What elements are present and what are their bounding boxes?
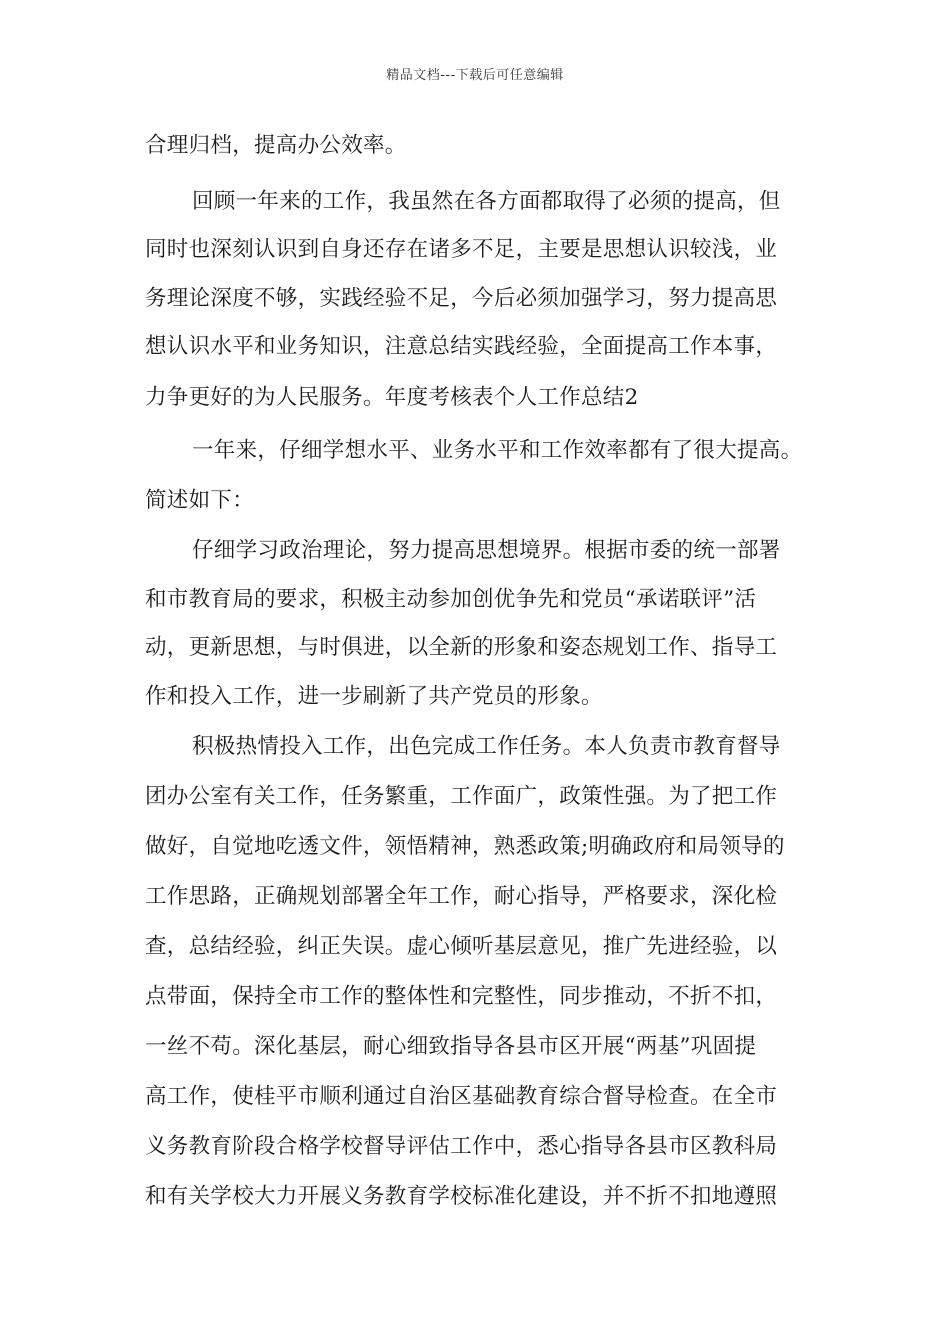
text-line: 动，更新思想，与时俱进，以全新的形象和姿态规划工作、指导工 [145, 635, 778, 660]
text-line: 高工作，使桂平市顺利通过自治区基础教育综合督导检查。在全市 [145, 1084, 778, 1109]
text-line: 想认识水平和业务知识，注意总结实践经验，全面提高工作本事， [145, 334, 778, 359]
text-line: 团办公室有关工作，任务繁重，工作面广，政策性强。为了把工作 [145, 784, 778, 809]
text-line: 和有关学校大力开展义务教育学校标准化建设，并不折不扣地遵照 [145, 1184, 778, 1209]
paragraph-first-line: 一年来，仔细学想水平、业务水平和工作效率都有了很大提高。 [192, 438, 803, 463]
paragraph-first-line: 回顾一年来的工作，我虽然在各方面都取得了必须的提高，但 [192, 189, 781, 214]
text-line: 做好，自觉地吃透文件，领悟精神，熟悉政策;明确政府和局领导的 [145, 834, 785, 859]
text-line: 点带面，保持全市工作的整体性和完整性，同步推动，不折不扣， [145, 984, 778, 1009]
text-line: 一丝不苟。深化基层，耐心细致指导各县市区开展“两基”巩固提 [145, 1034, 757, 1059]
text-line: 力争更好的为人民服务。年度考核表个人工作总结2 [145, 385, 639, 410]
text-line: 查，总结经验，纠正失误。虚心倾听基层意见，推广先进经验，以 [145, 934, 778, 959]
text-line: 工作思路，正确规划部署全年工作，耐心指导，严格要求，深化检 [145, 884, 778, 909]
text-line: 简述如下： [145, 488, 255, 513]
text-line: 同时也深刻认识到自身还存在诸多不足，主要是思想认识较浅，业 [145, 237, 778, 262]
paragraph-first-line: 积极热情投入工作，出色完成工作任务。本人负责市教育督导 [192, 734, 781, 759]
page-header: 精品文档---下载后可任意编辑 [386, 68, 564, 83]
text-line: 务理论深度不够，实践经验不足，今后必须加强学习，努力提高思 [145, 286, 778, 311]
paragraph-first-line: 仔细学习政治理论，努力提高思想境界。根据市委的统一部署 [192, 538, 781, 563]
text-line: 和市教育局的要求，积极主动参加创优争先和党员“承诺联评”活 [145, 587, 757, 612]
text-line: 合理归档，提高办公效率。 [145, 133, 407, 158]
text-line: 作和投入工作，进一步刷新了共产党员的形象。 [145, 684, 603, 709]
text-line: 义务教育阶段合格学校督导评估工作中，悉心指导各县市区教科局 [145, 1134, 778, 1159]
